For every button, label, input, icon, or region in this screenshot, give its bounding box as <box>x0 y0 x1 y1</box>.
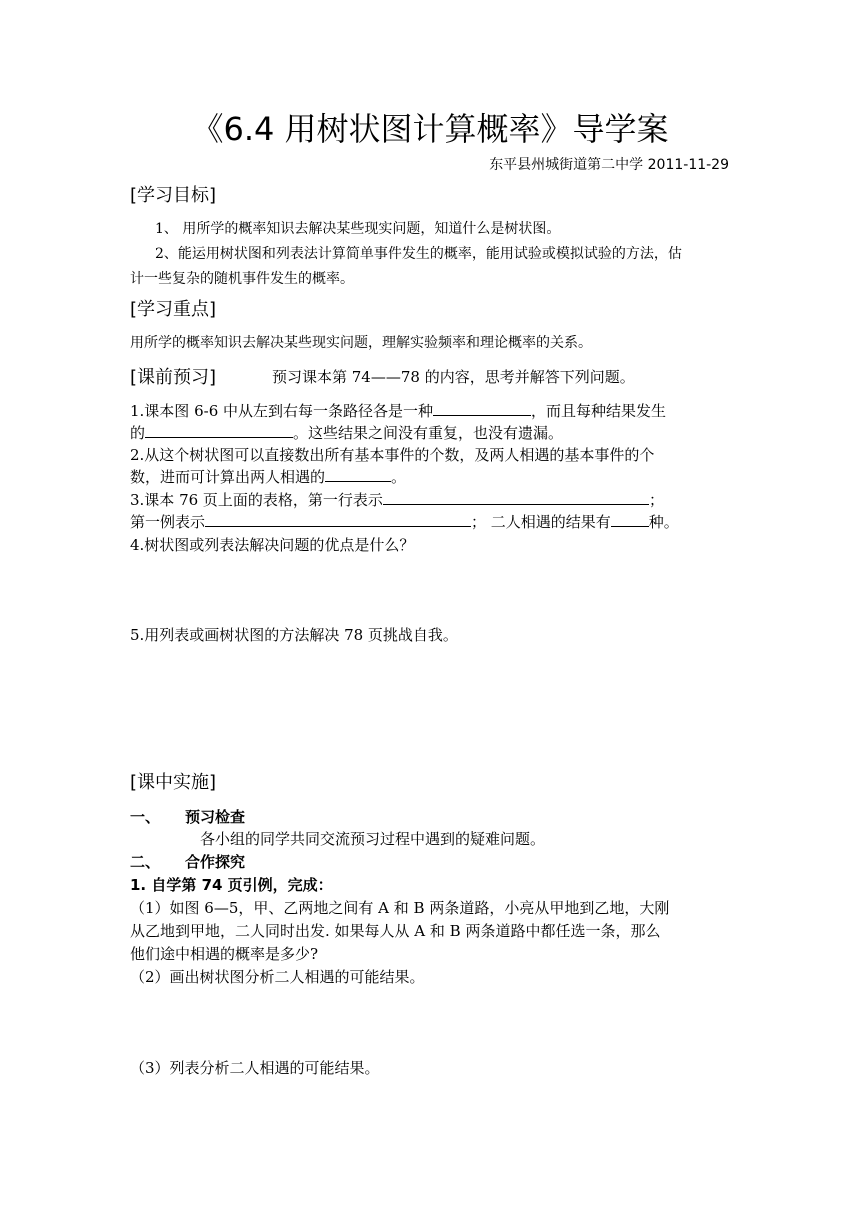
goals-item-1: 1、 用所学的概率知识去解决某些现实问题，知道什么是树状图。 <box>155 221 561 237</box>
preview-question-1-line1 <box>130 400 666 421</box>
preview-heading: [课前预习] <box>130 367 217 388</box>
self-study-heading: 1. 自学第 74 页引例，完成： <box>130 876 333 894</box>
q3-blank-result-count[interactable] <box>611 511 649 527</box>
q1-text-c: 的 <box>130 424 146 442</box>
q3-blank-first-column[interactable] <box>205 511 471 527</box>
q2-blank-probability[interactable] <box>325 466 391 482</box>
q1-text-d: 。这些结果之间没有重复，也没有遗漏。 <box>293 424 564 442</box>
part-1-number: 一、 <box>130 808 161 826</box>
part-2-number: 二、 <box>130 853 161 871</box>
self-study-p1-line1: （1）如图 6—5，甲、乙两地之间有 A 和 B 两条道路，小亮从甲地到乙地，大刚 <box>130 899 670 917</box>
q1-blank-likelihood[interactable] <box>145 422 293 438</box>
goals-item-2-line2: 计一些复杂的随机事件发生的概率。 <box>130 271 354 287</box>
preview-question-5: 5.用列表或画树状图的方法解决 78 页挑战自我。 <box>130 626 458 644</box>
in-class-heading: [课中实施] <box>130 772 217 793</box>
q1-blank-path-result[interactable] <box>433 400 531 416</box>
preview-intro: 预习课本第 74——78 的内容，思考并解答下列问题。 <box>272 368 635 386</box>
q3-text-c: 第一例表示 <box>130 513 206 531</box>
q3-text-b: ； <box>648 491 664 509</box>
q1-text-a: 1.课本图 6-6 中从左到右每一条路径各是一种 <box>130 402 434 420</box>
q3-text-a: 3.课本 76 页上面的表格，第一行表示 <box>130 491 383 509</box>
self-study-p3: （3）列表分析二人相遇的可能结果。 <box>130 1059 380 1077</box>
self-study-p1-line2: 从乙地到甲地，二人同时出发. 如果每人从 A 和 B 两条道路中都任选一条，那么 <box>130 922 661 940</box>
q3-text-e: 种。 <box>648 513 679 531</box>
preview-question-1-line2 <box>130 422 563 443</box>
preview-question-4: 4.树状图或列表法解决问题的优点是什么？ <box>130 536 415 554</box>
self-study-p1-line3: 他们途中相遇的概率是多少? <box>130 945 319 963</box>
preview-question-2-line1: 2.从这个树状图可以直接数出所有基本事件的个数，及两人相遇的基本事件的个 <box>130 446 655 464</box>
goals-item-2-line1: 2、能运用树状图和列表法计算简单事件发生的概率，能用试验或模拟试验的方法，估 <box>155 246 682 262</box>
q1-text-b: ，而且每种结果发生 <box>531 402 667 420</box>
q2-text-b: 。 <box>391 468 407 486</box>
preview-question-2-line2 <box>130 466 406 487</box>
preview-question-3-line1 <box>130 489 664 510</box>
q2-text-a: 数，进而可计算出两人相遇的 <box>130 468 326 486</box>
part-2-title: 合作探究 <box>185 853 246 871</box>
part-1-title: 预习检查 <box>185 808 246 826</box>
part-1-text: 各小组的同学共同交流预习过程中遇到的疑难问题。 <box>200 830 546 848</box>
q3-text-d: ； 二人相遇的结果有 <box>471 513 611 531</box>
key-points-text: 用所学的概率知识去解决某些现实问题，理解实验频率和理论概率的关系。 <box>130 335 592 351</box>
q3-blank-first-row[interactable] <box>383 489 649 505</box>
preview-question-3-line2 <box>130 511 679 532</box>
self-study-p2: （2）画出树状图分析二人相遇的可能结果。 <box>130 968 425 986</box>
goals-heading: [学习目标] <box>130 185 217 206</box>
key-points-heading: [学习重点] <box>130 299 217 320</box>
school-and-date: 东平县州城街道第二中学 2011-11-29 <box>489 157 729 173</box>
document-title: 《6.4 用树状图计算概率》导学案 <box>191 110 669 148</box>
